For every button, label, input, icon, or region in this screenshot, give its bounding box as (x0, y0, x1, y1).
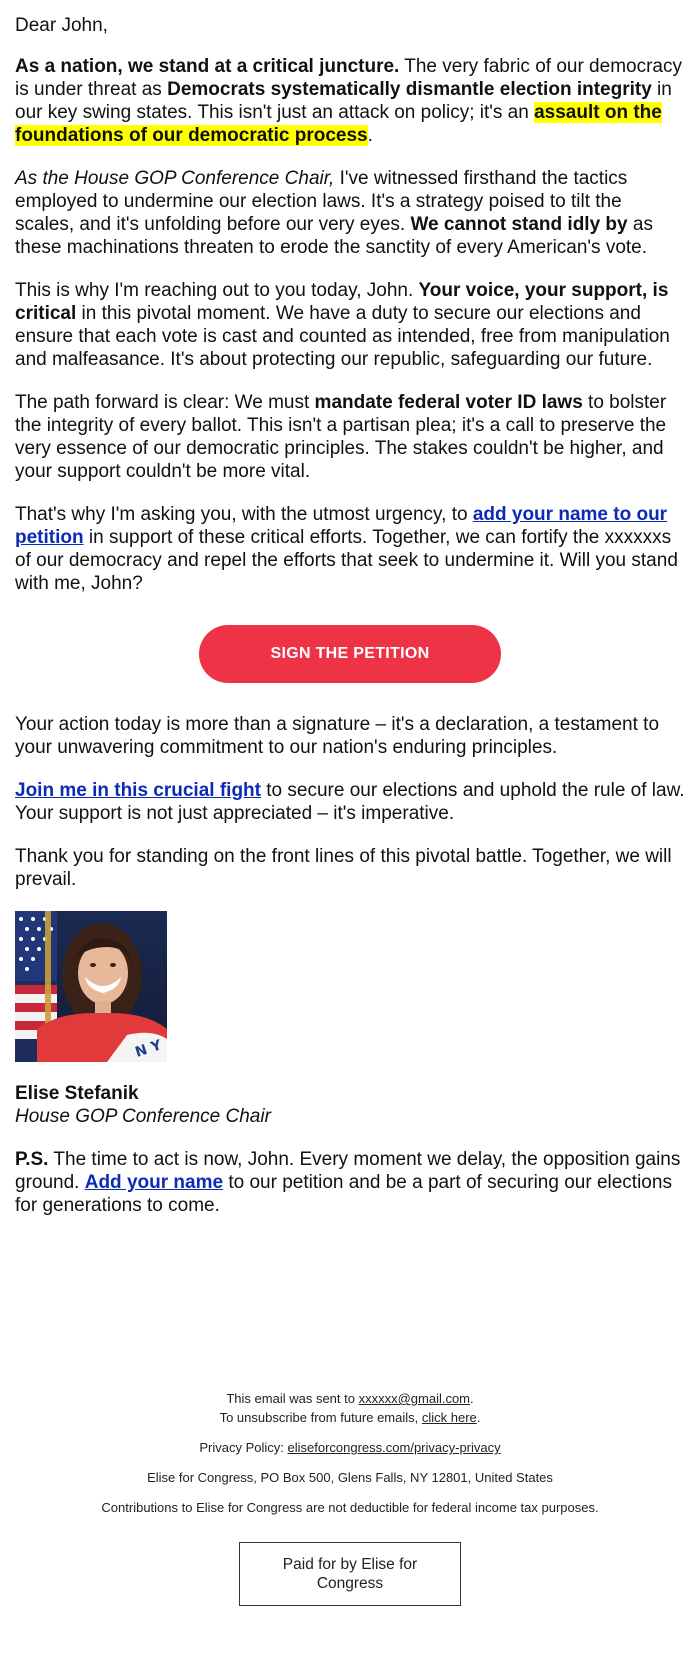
italic-text: As the House GOP Conference Chair, (15, 168, 335, 189)
body-text: The very fabric of our democracy is under threat as (15, 56, 682, 100)
paragraph-4 (15, 391, 685, 483)
privacy-policy-link[interactable]: eliseforcongress.com/privacy-privacy (287, 1440, 501, 1455)
body-text: to bolster the integrity of every ballot. This isn't a partisan plea; it's a call to preserve the very essence of our democratic principles. The stakes couldn't be higher, and your support couldn't be more vital. (15, 392, 667, 482)
body-text: This is why I'm reaching out to you today, John. (15, 280, 419, 301)
body-text: to our petition and be a part of securing our elections for generations to come. (15, 1172, 672, 1216)
cta-row (15, 625, 685, 683)
body-text: I've witnessed firsthand the tactics employed to undermine our election laws. It's a strategy poised to tilt the scales, and it's unfolding before our very eyes. (15, 168, 628, 235)
body-text: . (367, 125, 373, 146)
body-text: That's why I'm asking you, with the utmost urgency, to (15, 504, 473, 525)
unsubscribe-link[interactable]: click here (421, 1410, 477, 1425)
bold-text: As a nation, we stand at a critical juncture. (15, 56, 400, 77)
paragraph-2 (15, 167, 685, 259)
petition-link[interactable]: add your name to our petition (15, 504, 668, 548)
paragraph-3 (15, 279, 685, 371)
tax-disclaimer: Contributions to Elise for Congress are not deductible for federal income tax purposes. (101, 1500, 599, 1515)
bold-text: mandate federal voter ID laws (314, 392, 583, 413)
signature-block (15, 1082, 685, 1128)
join-fight-link[interactable]: Join me in this crucial fight (15, 780, 261, 801)
mailing-address: Elise for Congress, PO Box 500, Glens Falls, NY 12801, United States (147, 1470, 553, 1485)
paragraph-1 (15, 55, 685, 147)
footer-text: . (476, 1410, 481, 1425)
ps-label: P.S. (15, 1149, 49, 1170)
bold-text: Your voice, your support, is critical (15, 280, 669, 324)
sign-petition-button[interactable]: SIGN THE PETITION (199, 625, 501, 683)
sent-to-line (15, 1389, 685, 1408)
add-name-link[interactable]: Add your name (84, 1172, 224, 1193)
postscript (15, 1148, 685, 1217)
paragraph-5 (15, 503, 685, 595)
body-text: The path forward is clear: We must (15, 392, 315, 413)
email-footer (15, 1389, 685, 1606)
unsubscribe-line (15, 1408, 685, 1427)
body-text: in support of these critical efforts. Together, we can fortify the xxxxxxs of our democracy and repel the efforts that seek to undermine it. Will you stand with me, John? (15, 527, 678, 594)
body-text: The time to act is now, John. Every moment we delay, the opposition gains ground. (15, 1149, 681, 1193)
footer-text: . (470, 1391, 474, 1406)
paragraph-8: Thank you for standing on the front lines of this pivotal battle. Together, we will prevail. (15, 846, 672, 890)
body-text: in our key swing states. This isn't just an attack on policy; it's an (15, 79, 672, 123)
privacy-line (15, 1438, 685, 1457)
footer-text: Privacy Policy: (199, 1440, 288, 1455)
email-body (15, 14, 685, 891)
person-silhouette-icon (37, 917, 167, 1062)
paragraph-7 (15, 779, 685, 825)
paid-for-box: Paid for by Elise for Congress (239, 1542, 461, 1606)
body-text: as these machinations threaten to erode the sanctity of every American's vote. (15, 214, 653, 258)
candidate-portrait-photo (15, 911, 167, 1062)
signer-name: Elise Stefanik (15, 1083, 139, 1104)
bold-text: Democrats systematically dismantle election integrity (167, 79, 652, 100)
greeting: Dear John, (15, 15, 108, 36)
body-text: in this pivotal moment. We have a duty to secure our elections and ensure that each vote is cast and counted as intended, free from manipulation and malfeasance. It's about protecting our republic, safeguarding our future. (15, 303, 670, 370)
bold-text: We cannot stand idly by (410, 214, 628, 235)
footer-text: This email was sent to (226, 1391, 359, 1406)
body-text: to secure our elections and uphold the rule of law. Your support is not just appreciated – it's imperative. (15, 780, 685, 824)
paragraph-6: Your action today is more than a signature – it's a declaration, a testament to your unwavering commitment to our nation's enduring principles. (15, 714, 660, 758)
recipient-email-link[interactable]: xxxxxx@gmail.com (358, 1391, 471, 1406)
footer-text: To unsubscribe from future emails, (219, 1410, 422, 1425)
highlighted-text: assault on the foundations of our democratic process (15, 102, 662, 146)
svg-text:N Y: N Y (133, 1037, 164, 1061)
signer-title: House GOP Conference Chair (15, 1106, 271, 1127)
